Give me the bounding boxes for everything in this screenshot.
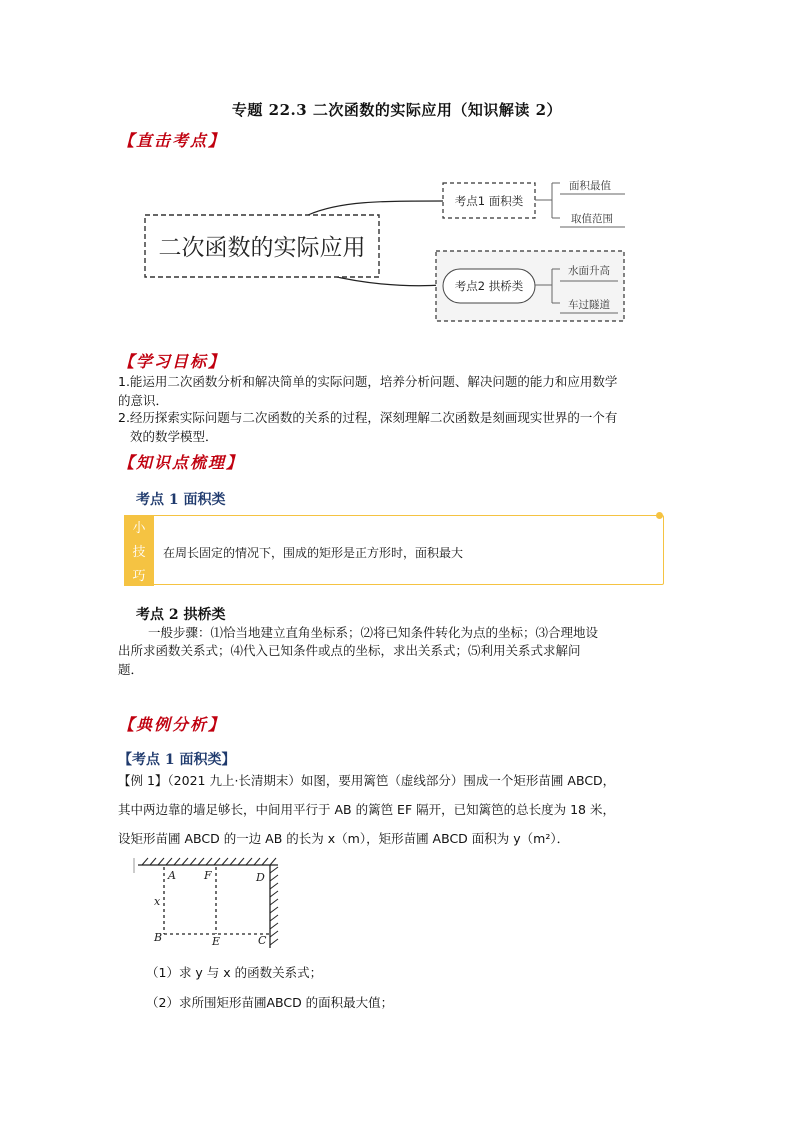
goal-line-1: 的意识． [118,393,169,408]
example-line-0: 【例 1】（2021 九上·长清期末）如图，要用篱笆（虚线部分）围成一个矩形苗圃 ABCD， [118,773,616,788]
tip-side-label [124,515,154,586]
question-2: （2）求所围矩形苗圃ABCD 的面积最大值； [146,995,394,1010]
section-heading-zhiji: 【直击考点】 [118,131,227,150]
section-heading-mubiao: 【学习目标】 [118,352,227,371]
branch2-label: 考点2 拱桥类 [454,279,524,293]
section-heading-fenxi: 【典例分析】 [118,715,227,734]
branch2-item-0: 水面升高 [568,265,610,277]
goal-line-0: 1.能运用二次函数分析和解决简单的实际问题，培养分析问题、解决问题的能力和应用数学 [118,374,618,389]
steps-line-0: 一般步骤：⑴恰当地建立直角坐标系；⑵将已知条件转化为点的坐标；⑶合理地设 [148,625,599,640]
label-C: C [258,934,267,947]
example-line-2: 设矩形苗圃 ABCD 的一边 AB 的长为 x（m），矩形苗圃 ABCD 面积为 y（m²）． [118,831,570,846]
connector-branch1 [308,201,443,215]
example-line-1: 其中两边靠的墙足够长，中间用平行于 AB 的篱笆 EF 隔开，已知篱笆的总长度为 18 米， [118,802,615,817]
tip-char-1: 技 [132,544,146,560]
branch1-item-0: 面积最值 [569,180,611,192]
steps-line-2: 题． [118,662,144,677]
example-section-heading: 【考点 1 面积类】 [118,752,236,768]
tip-char-2: 巧 [132,568,146,584]
kaodian1-heading: 考点 1 面积类 [136,492,226,508]
root-label: 二次函数的实际应用 [158,235,366,261]
label-A: A [168,869,176,882]
branch1-item-1: 取值范围 [571,213,613,225]
branch2-item-1: 车过隧道 [568,299,610,311]
goal-line-2: 2.经历探索实际问题与二次函数的关系的过程，深刻理解二次函数是刻画现实世界的一个有 [118,410,618,425]
page-title: 专题 22.3 二次函数的实际应用（知识解读 2） [231,101,563,119]
mind-map [140,163,640,333]
goal-line-3: 效的数学模型． [130,429,218,444]
label-D: D [256,871,265,884]
tip-char-0: 小 [132,521,146,537]
branch1-label: 考点1 面积类 [454,194,524,208]
tip-text: 在周长固定的情况下，围成的矩形是正方形时，面积最大 [163,546,464,560]
steps-line-1: 出所求函数关系式；⑷代入已知条件或点的坐标，求出关系式；⑸利用关系式求解问 [118,643,581,658]
label-E: E [212,935,221,948]
label-x: x [154,895,161,908]
question-1: （1）求 y 与 x 的函数关系式； [146,965,323,980]
garden-figure [128,853,298,953]
tip-dot [656,512,663,519]
kaodian2-heading: 考点 2 拱桥类 [136,607,226,623]
label-B: B [154,931,163,944]
label-F: F [204,869,212,882]
section-heading-shuli: 【知识点梳理】 [118,453,245,472]
